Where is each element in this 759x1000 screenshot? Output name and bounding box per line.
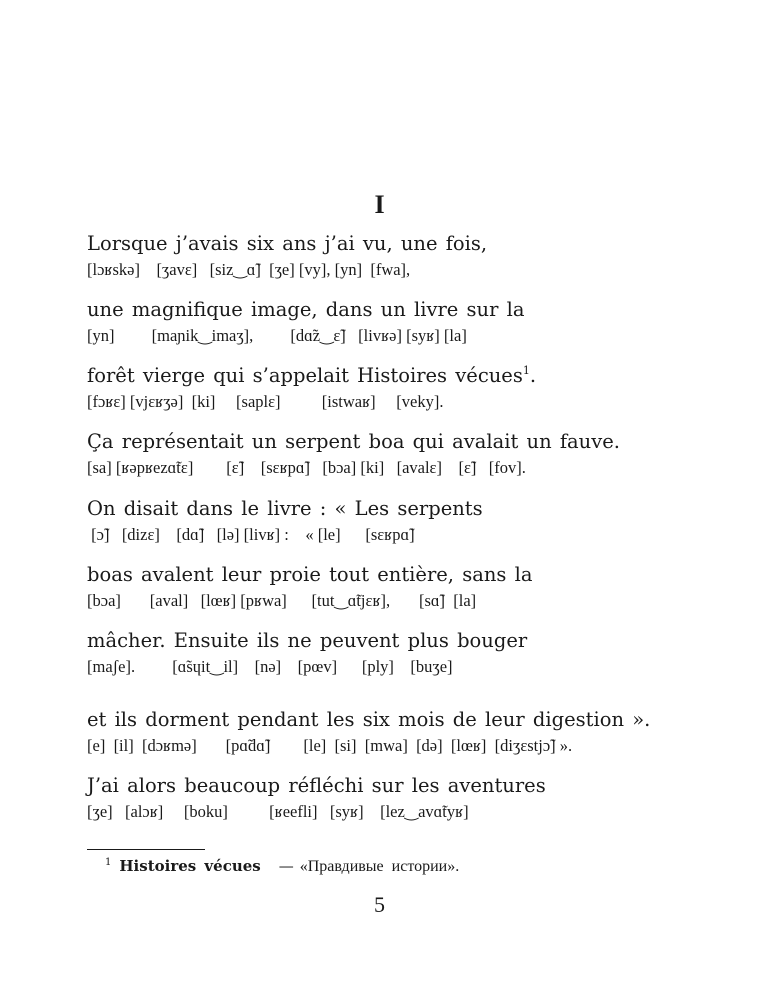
verse-line-3 <box>87 364 727 412</box>
footnote <box>105 853 459 877</box>
verse-line-5 <box>87 497 727 545</box>
footnote-ref: 1 <box>522 364 530 377</box>
verse-line-2 <box>87 298 727 346</box>
ipa-transcription: [e] [il] [dɔʁmə] [pɑ̃dɑ̃] [le] [si] [mwa] [də] [lœʁ] [diʒɛstjɔ̃] ». <box>87 736 573 755</box>
ipa-transcription: [bɔa] [aval] [lœʁ] [pʁwa] [tut‿ɑ̃tjɛʁ], [sɑ̃] [la] <box>87 591 477 610</box>
footnote-translation: «Правдивые истории». <box>299 858 460 875</box>
french-text: J’ai alors beaucoup réfléchi sur les aventures <box>87 774 546 797</box>
ipa-transcription: [yn] [maɲik‿imaʒ], [dɑ̃z‿ɛ̃] [livʁə] [syʁ] [la] <box>87 326 467 345</box>
french-text-end: . <box>529 364 537 387</box>
french-text: et ils dorment pendant les six mois de leur digestion ». <box>87 708 651 731</box>
ipa-transcription: [sa] [ʁəpʁezɑ̃tɛ] [ɛ̃] [sɛʁpɑ̃] [bɔa] [ki] [avalɛ] [ɛ̃] [fov]. <box>87 458 526 477</box>
french-text <box>87 364 727 388</box>
french-text: Lorsque j’avais six ans j’ai vu, une fois, <box>87 232 488 255</box>
french-text: une magnifique image, dans un livre sur la <box>87 298 525 321</box>
ipa-transcription: [maʃe]. [ɑ̃sɥit‿il] [nə] [pœv] [ply] [buʒe] <box>87 657 453 676</box>
verse-line-6 <box>87 563 727 611</box>
page-number: 5 <box>374 892 385 917</box>
footnote-divider <box>87 849 205 850</box>
ipa-transcription: [lɔʁskə] [ʒavɛ] [siz‿ɑ̃] [ʒe] [vy], [yn] [fwa], <box>87 260 411 279</box>
verse-line-7 <box>87 629 727 677</box>
footnote-dash: — <box>278 857 294 875</box>
footnote-term: Histoires vécues <box>119 857 261 875</box>
french-text: Ça représentait un serpent boa qui avalait un fauve. <box>87 430 620 453</box>
verse-line-1 <box>87 232 727 280</box>
ipa-transcription: [ʒe] [alɔʁ] [boku] [ʁeefli] [syʁ] [lez‿avɑ̃tyʁ] <box>87 802 469 821</box>
footnote-number: 1 <box>105 857 112 868</box>
french-text: boas avalent leur proie tout entière, sans la <box>87 563 533 586</box>
ipa-transcription: [fɔʁɛ] [vjɛʁʒə] [ki] [saplɛ] [istwaʁ] [veky]. <box>87 392 444 411</box>
verse-line-4 <box>87 430 727 478</box>
chapter-heading: I <box>374 190 385 219</box>
french-text-main: forêt vierge qui s’appelait Histoires vécues <box>87 364 523 387</box>
ipa-transcription: [ɔ̃] [dizɛ] [dɑ̃] [lə] [livʁ] : « [le] [sɛʁpɑ̃] <box>87 525 415 544</box>
french-text: mâcher. Ensuite ils ne peuvent plus bouger <box>87 629 528 652</box>
verse-line-9 <box>87 774 727 822</box>
verse-line-8 <box>87 708 727 756</box>
french-text: On disait dans le livre : « Les serpents <box>87 497 483 520</box>
